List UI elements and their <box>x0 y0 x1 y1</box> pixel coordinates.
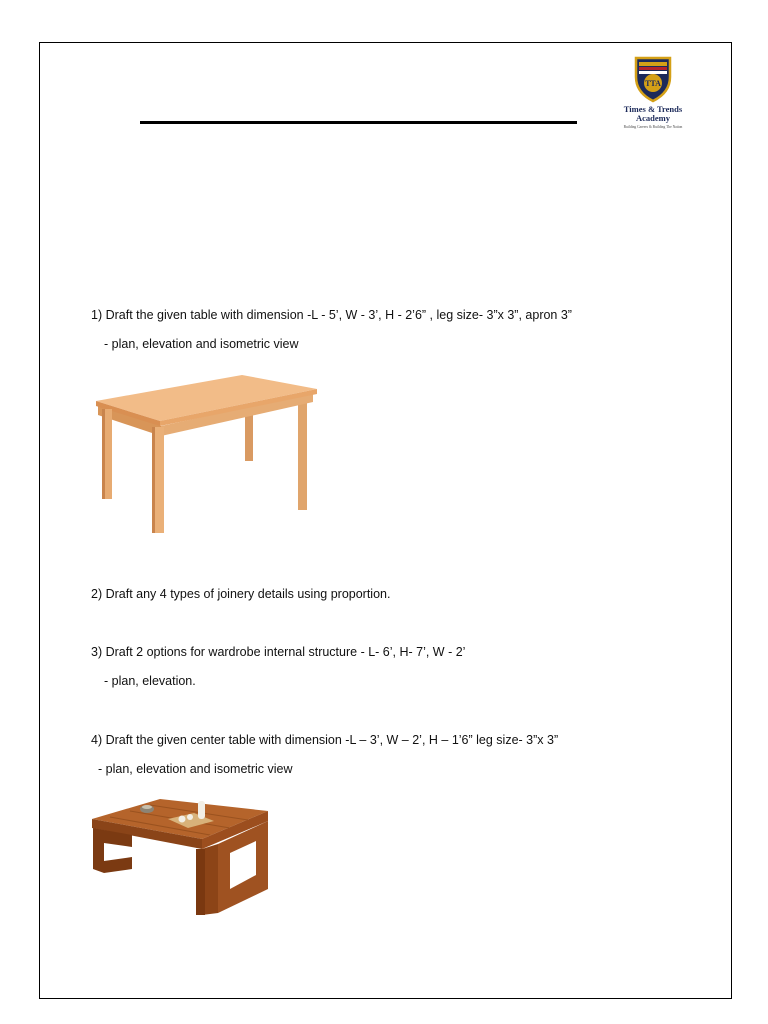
academy-logo <box>612 55 694 137</box>
question-4-subtext: - plan, elevation and isometric view <box>98 762 293 776</box>
document-page <box>39 42 732 999</box>
title-underline <box>140 121 577 124</box>
question-4-text: 4) Draft the given center table with dimension -L – 3’, W – 2’, H – 1’6” leg size- 3”x 3” <box>91 733 559 747</box>
question-3-text: 3) Draft 2 options for wardrobe internal structure - L- 6’, H- 7’, W - 2’ <box>91 645 466 659</box>
emblem-text: TTA <box>645 79 661 88</box>
dark-wood-center-table-image <box>90 791 270 917</box>
question-1-text: 1) Draft the given table with dimension -L - 5’, W - 3’, H - 2’6” , leg size- 3”x 3”, apron 3” <box>91 308 572 322</box>
center-table-illustration <box>90 791 270 917</box>
light-wood-table-image <box>92 371 322 536</box>
academy-name <box>612 105 694 123</box>
dining-table-illustration <box>92 371 322 536</box>
question-2-text: 2) Draft any 4 types of joinery details using proportion. <box>91 587 391 601</box>
academy-name-line1: Times & Trends <box>623 104 683 114</box>
question-3-subtext: - plan, elevation. <box>104 674 196 688</box>
academy-name-line2: Academy <box>636 113 670 123</box>
question-1-subtext: - plan, elevation and isometric view <box>104 337 299 351</box>
academy-tagline: Building Careers & Building The Nation <box>623 125 683 129</box>
shield-emblem-icon <box>633 55 673 103</box>
